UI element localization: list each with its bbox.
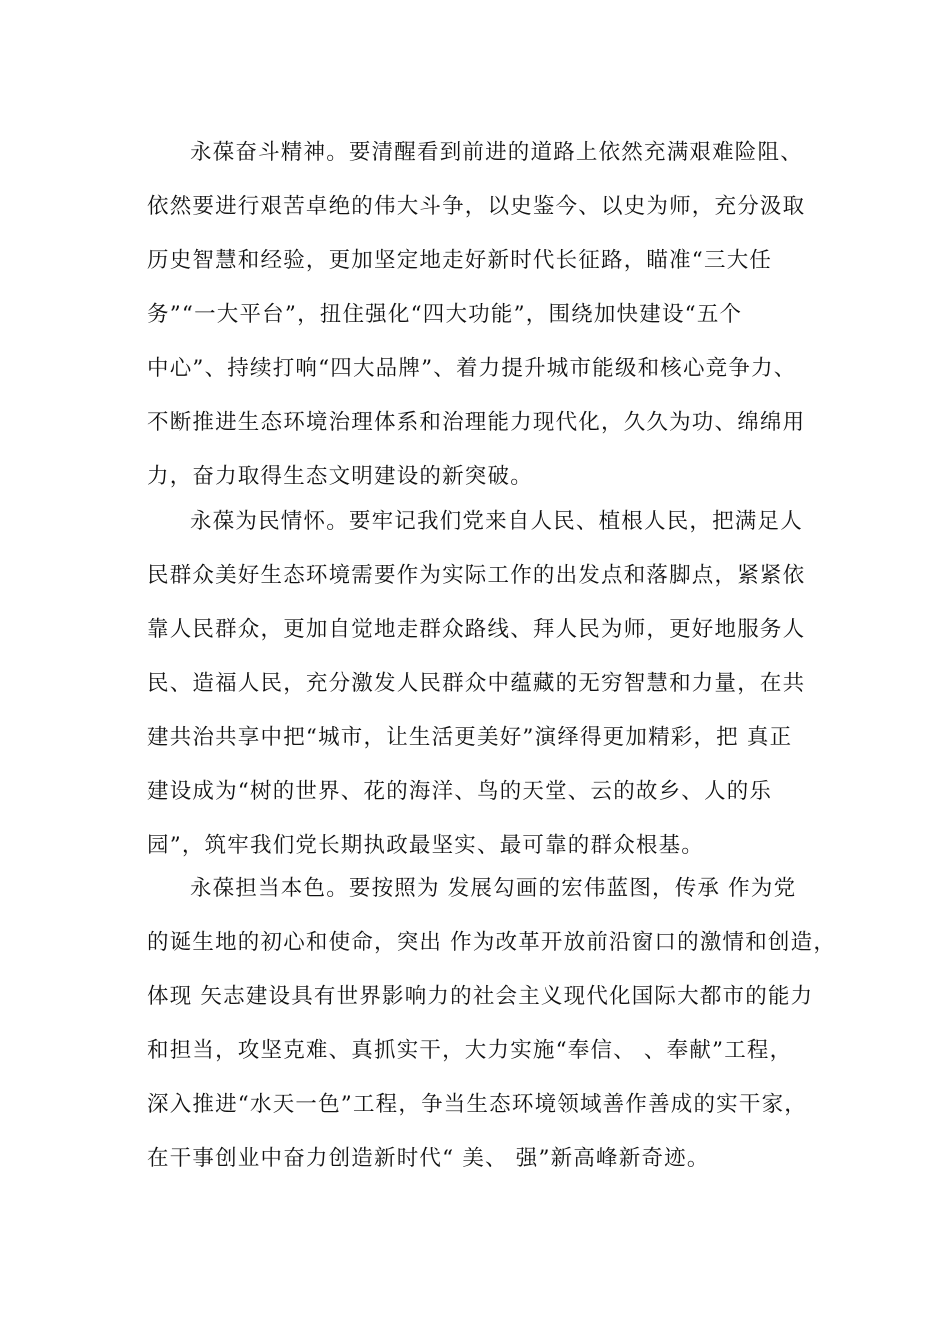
text-line: 民群众美好生态环境需要作为实际工作的出发点和落脚点，紧紧依 [147,563,806,588]
text-line: 永葆担当本色。要按照为 发展勾画的宏伟蓝图，传承 作为党 [190,876,797,901]
text-line: 历史智慧和经验，更加坚定地走好新时代长征路，瞄准“三大任 [147,248,773,273]
text-line: 民、造福人民，充分激发人民群众中蕴藏的无穷智慧和力量，在共 [147,671,806,696]
paragraph-people-sentiment [147,495,817,873]
text-line: 建共治共享中把“城市，让生活更美好”演绎得更加精彩，把 真正 [147,725,793,750]
text-line: 体现 矢志建设具有世界影响力的社会主义现代化国际大都市的能力 [147,984,814,1009]
text-line: 不断推进生态环境治理体系和治理能力现代化，久久为功、绵绵用 [147,410,806,435]
text-line: 永葆为民情怀。要牢记我们党来自人民、植根人民，把满足人 [190,509,803,534]
text-line: 的诞生地的初心和使命，突出 作为改革开放前沿窗口的激情和创造， [147,930,837,955]
paragraph-responsibility [147,862,837,1186]
text-line: 园”，筑牢我们党长期执政最坚实、最可靠的群众根基。 [147,833,704,858]
text-line: 永葆奋斗精神。要清醒看到前进的道路上依然充满艰难险阻、 [190,140,803,165]
paragraph-struggle-spirit [147,126,817,504]
text-line: 中心”、持续打响“四大品牌”、着力提升城市能级和核心竞争力、 [147,356,797,381]
text-line: 务”“一大平台”，扭住强化“四大功能”，围绕加快建设“五个 [147,302,743,327]
text-line: 和担当，攻坚克难、真抓实干，大力实施“奉信、 、奉献”工程， [147,1038,793,1063]
text-line: 深入推进“水天一色”工程，争当生态环境领域善作善成的实干家， [147,1092,807,1117]
text-line: 在干事创业中奋力创造新时代“ 美、 强”新高峰新奇迹。 [147,1146,710,1171]
text-line: 力，奋力取得生态文明建设的新突破。 [147,464,533,489]
text-line: 建设成为“树的世界、花的海洋、鸟的天堂、云的故乡、人的乐 [147,779,773,804]
text-line: 靠人民群众，更加自觉地走群众路线、拜人民为师，更好地服务人 [147,617,806,642]
text-line: 依然要进行艰苦卓绝的伟大斗争，以史鉴今、以史为师，充分汲取 [147,194,806,219]
